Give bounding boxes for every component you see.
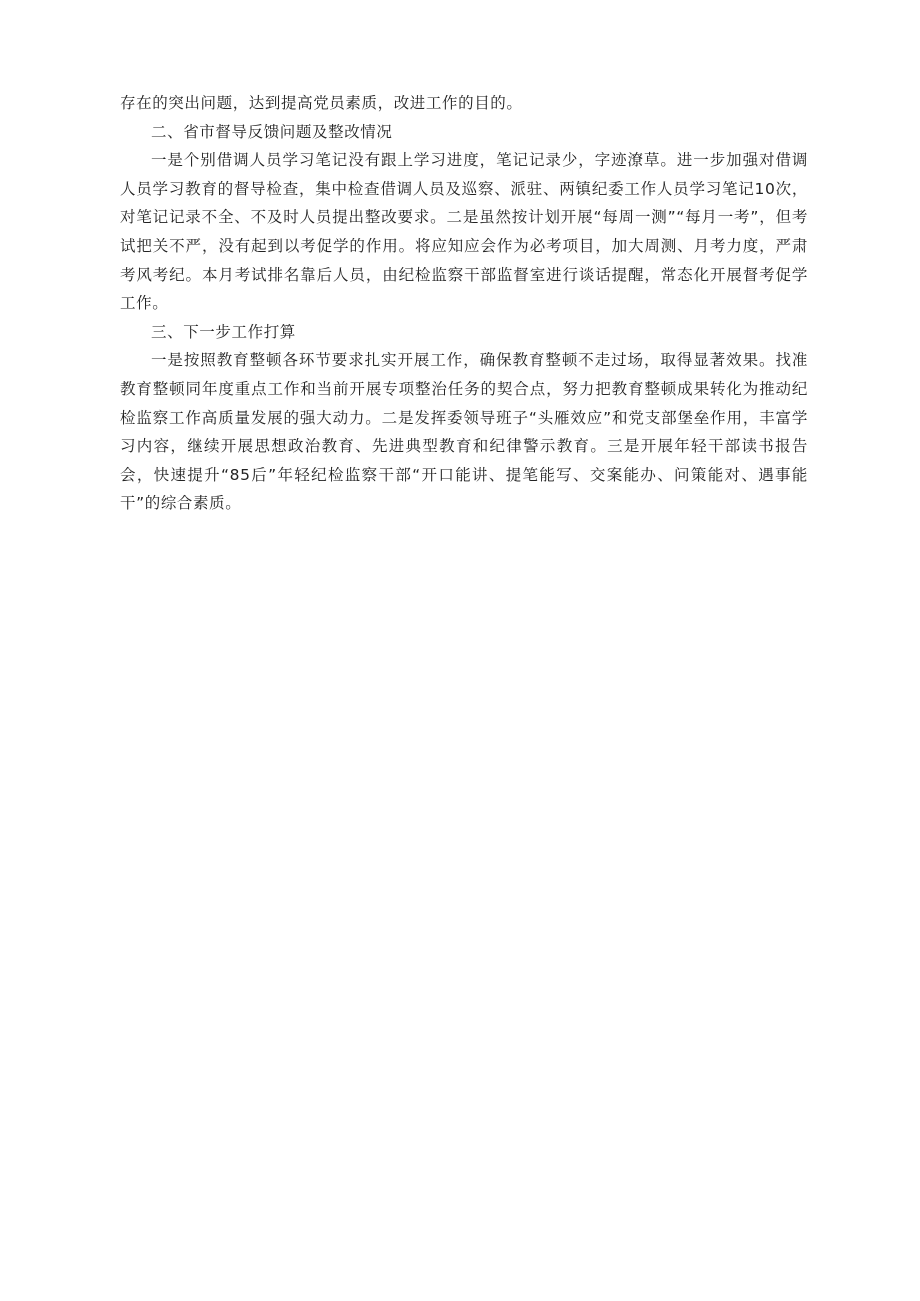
document-body <box>120 89 808 518</box>
section-paragraph-2: 一是个别借调人员学习笔记没有跟上学习进度，笔记记录少，字迹潦草。进一步加强对借调人员学习教育的督导检查，集中检查借调人员及巡察、派驻、两镇纪委工作人员学习笔记10次，对笔记记录不全、不及时人员提出整改要求。二是虽然按计划开展“每周一测”“每月一考”，但考试把关不严，没有起到以考促学的作用。将应知应会作为必考项目，加大周测、月考力度，严肃考风考纪。本月考试排名靠后人员，由纪检监察干部监督室进行谈话提醒，常态化开展督考促学工作。 <box>120 151 808 313</box>
section-paragraph-3: 一是按照教育整顿各环节要求扎实开展工作，确保教育整顿不走过场，取得显著效果。找准教育整顿同年度重点工作和当前开展专项整治任务的契合点，努力把教育整顿成果转化为推动纪检监察工作高质量发展的强大动力。二是发挥委领导班子“头雁效应”和党支部堡垒作用，丰富学习内容，继续开展思想政治教育、先进典型教育和纪律警示教育。三是开展年轻干部读书报告会，快速提升“85后”年轻纪检监察干部“开口能讲、提笔能写、交案能办、问策能对、遇事能干”的综合素质。 <box>120 351 808 513</box>
section-heading-2: 二、省市督导反馈问题及整改情况 <box>151 122 393 141</box>
section-heading-3: 三、下一步工作打算 <box>151 322 296 341</box>
continued-paragraph: 存在的突出问题，达到提高党员素质，改进工作的目的。 <box>120 94 523 112</box>
